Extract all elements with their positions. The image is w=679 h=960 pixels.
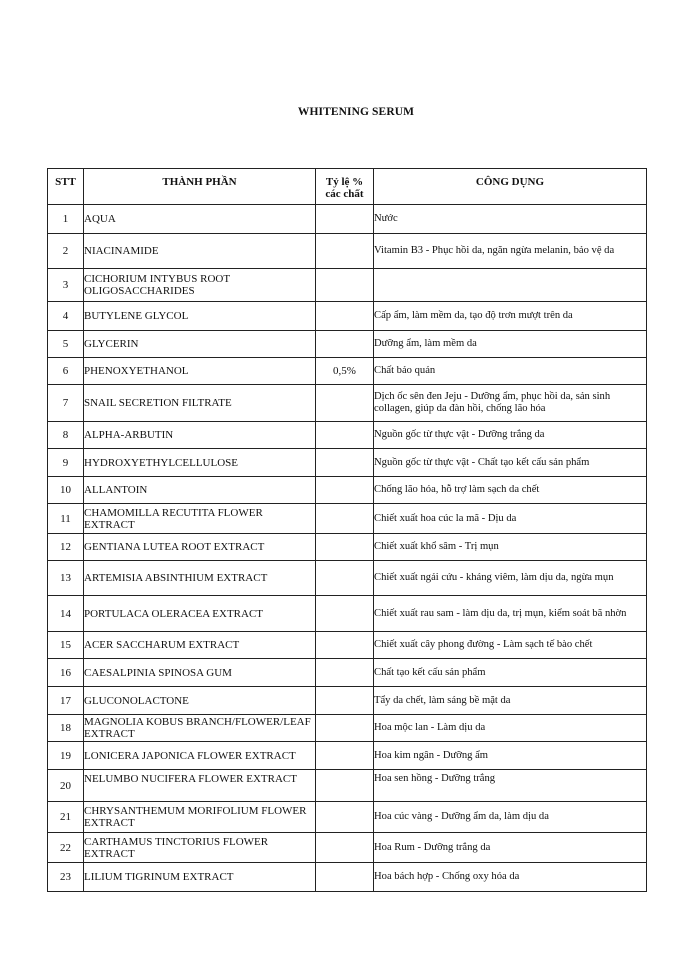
row-number: 3 (48, 269, 84, 302)
row-number: 15 (48, 632, 84, 659)
ingredient-name: CICHORIUM INTYBUS ROOT OLIGOSACCHARIDES (84, 269, 316, 302)
row-number: 18 (48, 715, 84, 742)
header-stt: STT (48, 169, 84, 205)
table-row (48, 770, 647, 802)
row-number: 19 (48, 742, 84, 770)
ingredient-usage: Tẩy da chết, làm sáng bề mặt da (374, 687, 647, 715)
ingredient-name: NIACINAMIDE (84, 234, 316, 269)
table-row (48, 504, 647, 534)
table-row (48, 422, 647, 449)
row-number: 10 (48, 477, 84, 504)
ingredient-percentage (316, 742, 374, 770)
ingredient-usage: Chiết xuất cây phong đường - Làm sạch tế bào chết (374, 632, 647, 659)
ingredient-name: PORTULACA OLERACEA EXTRACT (84, 596, 316, 632)
table-row (48, 632, 647, 659)
ingredient-name: AQUA (84, 205, 316, 234)
ingredient-name: CHAMOMILLA RECUTITA FLOWER EXTRACT (84, 504, 316, 534)
table-row (48, 302, 647, 331)
header-percentage-line1: Tỷ lệ % (325, 176, 364, 188)
table-row (48, 863, 647, 892)
ingredient-usage: Chiết xuất hoa cúc la mã - Dịu da (374, 504, 647, 534)
ingredient-usage: Hoa bách hợp - Chống oxy hóa da (374, 863, 647, 892)
ingredient-percentage (316, 504, 374, 534)
table-row (48, 449, 647, 477)
ingredient-name: GLYCERIN (84, 331, 316, 358)
row-number: 16 (48, 659, 84, 687)
ingredient-percentage (316, 331, 374, 358)
row-number: 5 (48, 331, 84, 358)
table-row (48, 659, 647, 687)
ingredient-percentage (316, 863, 374, 892)
ingredient-name: ALLANTOIN (84, 477, 316, 504)
header-percentage-line2: các chất (325, 188, 364, 200)
ingredient-name: CHRYSANTHEMUM MORIFOLIUM FLOWER EXTRACT (84, 802, 316, 833)
row-number: 7 (48, 385, 84, 422)
ingredient-usage: Hoa Rum - Dưỡng trắng da (374, 833, 647, 863)
ingredient-usage: Chiết xuất khổ sâm - Trị mụn (374, 534, 647, 561)
ingredient-usage: Chất tạo kết cấu sản phẩm (374, 659, 647, 687)
ingredient-usage: Nước (374, 205, 647, 234)
ingredient-name: NELUMBO NUCIFERA FLOWER EXTRACT (84, 770, 316, 802)
ingredient-usage: Cấp ẩm, làm mềm da, tạo độ trơn mượt trên da (374, 302, 647, 331)
ingredient-percentage (316, 596, 374, 632)
ingredients-table (47, 168, 647, 892)
ingredient-usage: Vitamin B3 - Phục hồi da, ngăn ngừa melanin, bảo vệ da (374, 234, 647, 269)
document-title: WHITENING SERUM (297, 106, 415, 118)
ingredient-usage: Nguồn gốc từ thực vật - Chất tạo kết cấu sản phẩm (374, 449, 647, 477)
row-number: 14 (48, 596, 84, 632)
ingredient-percentage (316, 449, 374, 477)
table-row (48, 477, 647, 504)
table-row (48, 234, 647, 269)
header-usage: CÔNG DỤNG (374, 169, 647, 205)
ingredient-name: LILIUM TIGRINUM EXTRACT (84, 863, 316, 892)
ingredient-usage (374, 269, 647, 302)
ingredient-name: SNAIL SECRETION FILTRATE (84, 385, 316, 422)
ingredient-name: HYDROXYETHYLCELLULOSE (84, 449, 316, 477)
ingredient-percentage (316, 561, 374, 596)
row-number: 8 (48, 422, 84, 449)
ingredient-name: BUTYLENE GLYCOL (84, 302, 316, 331)
ingredient-percentage: 0,5% (316, 358, 374, 385)
table-row (48, 802, 647, 833)
ingredient-percentage (316, 477, 374, 504)
ingredient-usage: Hoa mộc lan - Làm dịu da (374, 715, 647, 742)
ingredient-usage: Chiết xuất rau sam - làm dịu da, trị mụn, kiểm soát bã nhờn (374, 596, 647, 632)
row-number: 11 (48, 504, 84, 534)
ingredient-percentage (316, 659, 374, 687)
row-number: 22 (48, 833, 84, 863)
table-row (48, 358, 647, 385)
ingredient-percentage (316, 422, 374, 449)
table-row (48, 715, 647, 742)
row-number: 12 (48, 534, 84, 561)
table-header-row (48, 169, 647, 205)
ingredient-percentage (316, 234, 374, 269)
ingredient-percentage (316, 385, 374, 422)
table-row (48, 385, 647, 422)
row-number: 21 (48, 802, 84, 833)
ingredient-name: GENTIANA LUTEA ROOT EXTRACT (84, 534, 316, 561)
ingredient-usage: Nguồn gốc từ thực vật - Dưỡng trắng da (374, 422, 647, 449)
table-row (48, 331, 647, 358)
row-number: 20 (48, 770, 84, 802)
ingredient-percentage (316, 534, 374, 561)
ingredient-usage: Hoa kim ngân - Dưỡng ẩm (374, 742, 647, 770)
ingredient-percentage (316, 205, 374, 234)
ingredient-percentage (316, 770, 374, 802)
table-row (48, 833, 647, 863)
ingredient-percentage (316, 833, 374, 863)
ingredient-usage: Dưỡng ẩm, làm mềm da (374, 331, 647, 358)
row-number: 17 (48, 687, 84, 715)
ingredient-name: ACER SACCHARUM EXTRACT (84, 632, 316, 659)
table-row (48, 269, 647, 302)
ingredient-name: MAGNOLIA KOBUS BRANCH/FLOWER/LEAF EXTRACT (84, 715, 316, 742)
ingredient-usage: Hoa cúc vàng - Dưỡng ẩm da, làm dịu da (374, 802, 647, 833)
ingredient-percentage (316, 302, 374, 331)
table-row (48, 596, 647, 632)
row-number: 4 (48, 302, 84, 331)
ingredient-usage: Dịch ốc sên đen Jeju - Dưỡng ẩm, phục hồi da, sản sinh collagen, giúp da đàn hồi, chống lão hóa (374, 385, 647, 422)
ingredient-name: LONICERA JAPONICA FLOWER EXTRACT (84, 742, 316, 770)
ingredient-name: CAESALPINIA SPINOSA GUM (84, 659, 316, 687)
ingredient-name: ARTEMISIA ABSINTHIUM EXTRACT (84, 561, 316, 596)
row-number: 2 (48, 234, 84, 269)
table-row (48, 205, 647, 234)
ingredient-usage: Chống lão hóa, hỗ trợ làm sạch da chết (374, 477, 647, 504)
row-number: 23 (48, 863, 84, 892)
ingredient-percentage (316, 632, 374, 659)
ingredient-percentage (316, 687, 374, 715)
row-number: 6 (48, 358, 84, 385)
table-row (48, 534, 647, 561)
row-number: 9 (48, 449, 84, 477)
ingredient-percentage (316, 715, 374, 742)
ingredient-name: PHENOXYETHANOL (84, 358, 316, 385)
ingredient-percentage (316, 269, 374, 302)
ingredient-usage: Hoa sen hồng - Dưỡng trắng (374, 770, 647, 802)
ingredient-percentage (316, 802, 374, 833)
table-row (48, 561, 647, 596)
header-percentage (316, 169, 374, 205)
ingredient-name: CARTHAMUS TINCTORIUS FLOWER EXTRACT (84, 833, 316, 863)
table-row (48, 687, 647, 715)
row-number: 1 (48, 205, 84, 234)
ingredient-name: GLUCONOLACTONE (84, 687, 316, 715)
ingredient-name: ALPHA-ARBUTIN (84, 422, 316, 449)
ingredient-usage: Chất bảo quản (374, 358, 647, 385)
table-row (48, 742, 647, 770)
row-number: 13 (48, 561, 84, 596)
header-ingredient: THÀNH PHẦN (84, 169, 316, 205)
ingredient-usage: Chiết xuất ngải cứu - kháng viêm, làm dịu da, ngừa mụn (374, 561, 647, 596)
